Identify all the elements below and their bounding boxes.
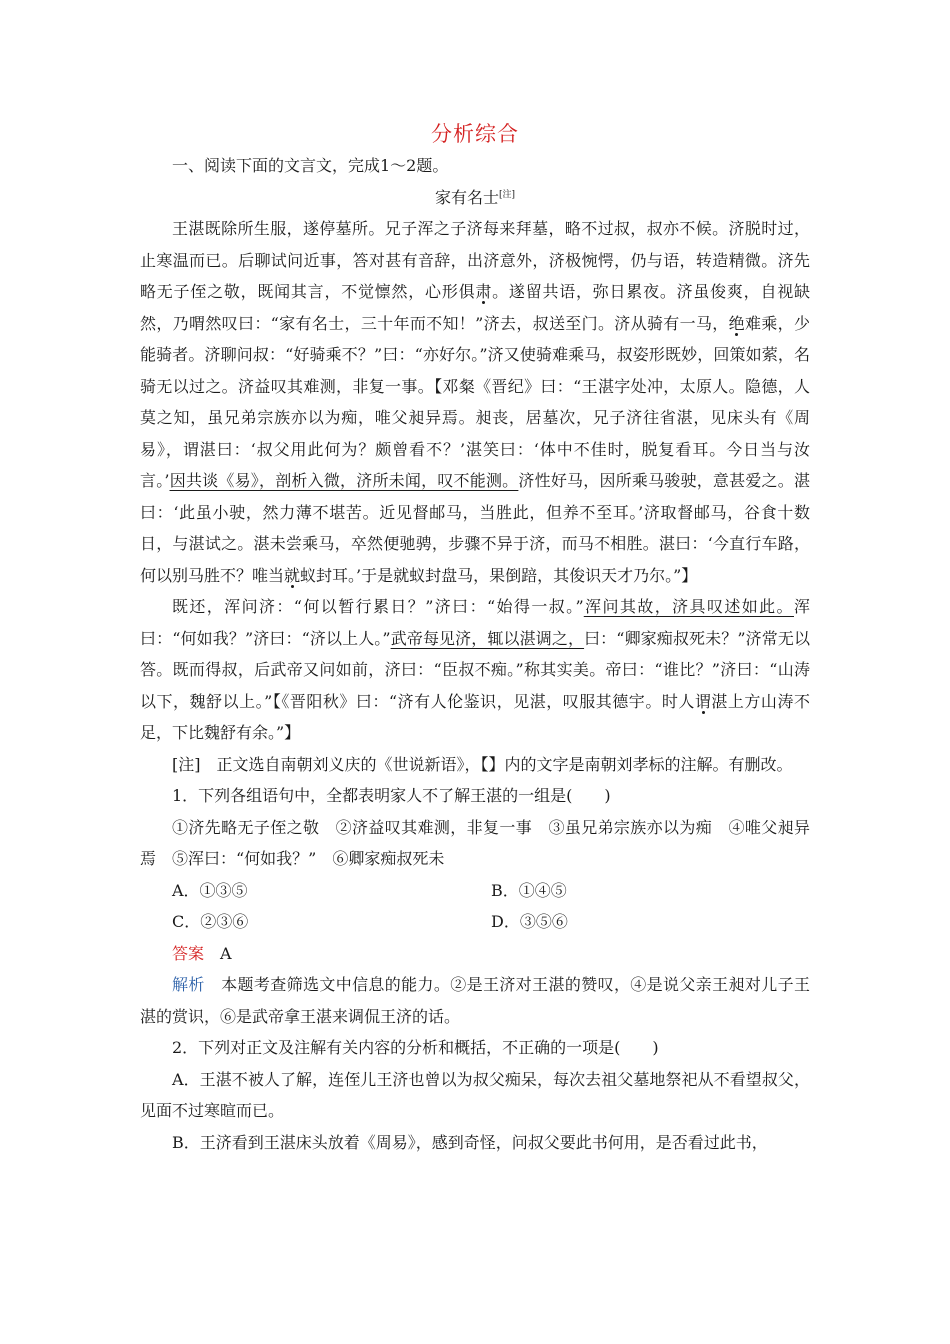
question-2-option-b: B．王济看到王湛床头放着《周易》，感到奇怪，问叔父要此书何用，是否看过此书， <box>172 1132 768 1152</box>
text-run: 浑曰：“何如我？”济曰：“济以上人。” <box>140 597 810 648</box>
option-d: D．③⑤⑥ <box>491 912 568 931</box>
text-run: 济性好马，因所乘马骏驶，意甚爱之。湛曰：‘此虽小驶，然力薄不堪苦。近见督邮马，当胜此，但养不至耳。’济取督邮马，谷食十数日，与湛试之。湛未尝乘马，卒然便驰骋，步骤不异于济，而马不相胜。湛曰：‘今直行车路，何以别马胜不？唯当 <box>140 471 810 585</box>
heading-note-mark: [注] <box>498 189 516 200</box>
emphasis-dot-char: 谓 <box>694 691 712 711</box>
option-b: B．①④⑤ <box>491 880 567 900</box>
passage-paragraph-2 <box>140 591 810 749</box>
passage-paragraph-1 <box>140 213 810 591</box>
underlined-sentence: 浑问其故，济具叹述如此。 <box>583 597 794 616</box>
text-run: 。遂留共语，弥日累夜。济虽俊爽，自视缺然，乃喟然叹曰：“家有名士，三十年而不知！”济去，叔送至门。济从骑有一马， <box>140 282 810 333</box>
document-page <box>140 118 810 1158</box>
emphasis-dot-char: 肃 <box>475 282 493 301</box>
answer-value: A <box>220 943 232 963</box>
text-run: 既还，浑问济：“何以暂行累日？”济曰：“始得一叔。” <box>172 597 584 616</box>
option-c: C．②③⑥ <box>172 912 249 931</box>
underlined-sentence: 因共谈《易》，剖析入微，济所未闻，叹不能测。 <box>169 471 519 490</box>
question-1-stem: 1．下列各组语句中，全都表明家人不了解王湛的一组是( ) <box>172 786 611 805</box>
question-2-option-a: A．王湛不被人了解，连侄儿王济也曾以为叔父痴呆，每次去祖父墓地祭祀从不看望叔父，见面不过寒暄而已。 <box>140 1069 810 1120</box>
question-1-options-row-2 <box>140 906 810 938</box>
question-1-items: ①济先略无子侄之敬 ②济益叹其难测，非复一事 ③虽兄弟宗族亦以为痴 ④唯父昶异焉 ⑤浑曰：“何如我？” ⑥卿家痴叔死未 <box>140 817 810 868</box>
text-run: 曰：“卿家痴叔死未？”济常无以答。既而得叔，后武帝又问如前，济曰：“臣叔不痴。”称其实美。帝曰：“谁比？”济曰：“山涛以下，魏舒以上。”【《晋阳秋》曰：“济有人伦鉴识，见湛，叹服其德宇。时人 <box>140 628 810 711</box>
instruction: 一、阅读下面的文言文，完成1～2题。 <box>172 156 449 175</box>
emphasis-dot-char: 就 <box>284 565 301 585</box>
passage-heading-text: 家有名士 <box>434 187 499 207</box>
text-run: 难乘，少能骑者。济聊问叔：“好骑乘不？”曰：“亦好尔。”济又使骑难乘马，叔姿形既妙，回策如萦，名骑无以过之。济益叹其难测，非复一事。【邓粲《晋纪》曰：“王湛字处冲，太原人。隐德，人莫之知，虽兄弟宗族亦以为痴，唯父昶异焉。昶丧，居墓次，兄子济往省湛，见床头有《周易》，谓湛曰：‘叔父用此何为？颇曾看不？’湛笑曰：‘体中不佳时，脱复看耳。今日当与汝言。’ <box>140 313 810 490</box>
question-1-answer <box>140 938 810 970</box>
option-a: A．①③⑤ <box>172 880 248 900</box>
page-title: 分析综合 <box>431 122 519 146</box>
question-1-analysis <box>140 969 810 1032</box>
analysis-label: 解析 <box>172 975 205 994</box>
analysis-text: 本题考查筛选文中信息的能力。②是王济对王湛的赞叹，④是说父亲王昶对儿子王湛的赏识，⑥是武帝拿王湛来调侃王济的话。 <box>140 975 810 1026</box>
question-2-stem: 2．下列对正文及注解有关内容的分析和概括，不正确的一项是( ) <box>172 1038 659 1057</box>
question-1-options-row-1 <box>140 875 810 907</box>
text-run: 湛上方山涛不足，下比魏舒有余。”】 <box>140 691 810 742</box>
text-run: 王湛既除所生服，遂停墓所。兄子浑之子济每来拜墓，略不过叔，叔亦不候。济脱时过，止寒温而已。后聊试问近事，答对甚有音辞，出济意外，济极惋愕，仍与语，转造精微。济先略无子侄之敬，既闻其言，不觉懔然，心形俱 <box>140 219 810 301</box>
text-run: 蚁封耳。’于是就蚁封盘马，果倒踣，其俊识天才乃尔。”】 <box>300 565 698 585</box>
answer-label: 答案 <box>172 943 205 963</box>
passage-heading <box>140 182 810 214</box>
underlined-sentence: 武帝每见济，辄以湛调之， <box>390 628 585 648</box>
emphasis-dot-char: 绝 <box>728 313 745 333</box>
source-note: [注] 正文选自南朝刘义庆的《世说新语》，【】内的文字是南朝刘孝标的注解。有删改。 <box>172 754 793 774</box>
